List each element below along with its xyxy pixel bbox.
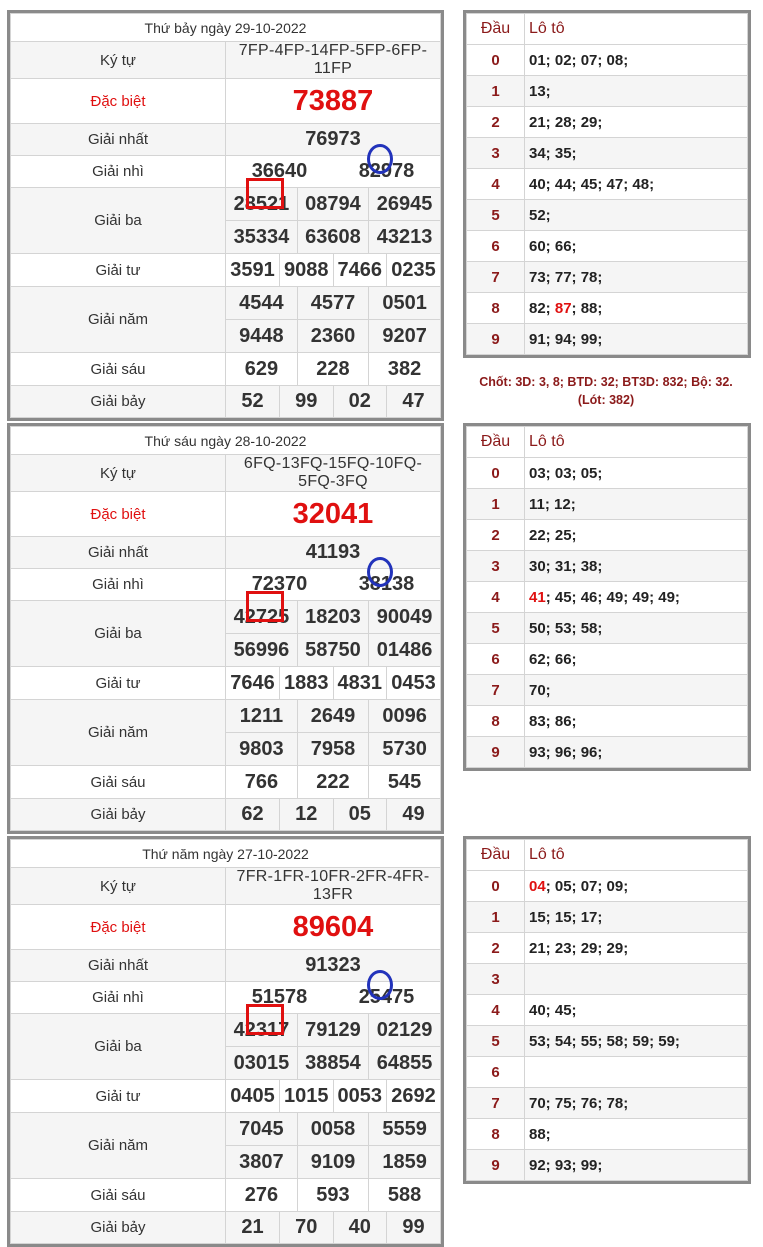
loto-values (525, 551, 748, 582)
highlight-circle (367, 557, 393, 587)
giai-nhat-label: Giải nhất (11, 950, 226, 982)
loto-values-post: 40; 44; 45; 47; 48; (529, 175, 655, 193)
dau-digit: 6 (467, 644, 525, 675)
giai-tu-label: Giải tư (11, 667, 226, 700)
giai-ba-number: 38854 (297, 1047, 368, 1079)
giai-ba-number: 02129 (369, 1014, 440, 1046)
giai-tu-number: 4831 (333, 667, 387, 699)
giai-ba-label: Giải ba (11, 188, 226, 254)
giai-nam-number: 0501 (369, 287, 440, 319)
loto-values (525, 520, 748, 551)
dau-digit: 9 (467, 737, 525, 768)
dau-digit: 3 (467, 138, 525, 169)
giai-bay-label: Giải bảy (11, 386, 226, 418)
giai-bay-number: 40 (333, 1212, 387, 1243)
giai-nam-number: 9109 (297, 1146, 368, 1178)
giai-bay-number: 99 (280, 386, 334, 417)
loto-values-post: 11; 12; (529, 495, 576, 513)
dau-header: Đầu (467, 14, 525, 45)
giai-bay-number: 21 (241, 1216, 264, 1238)
giai-sau-number: 588 (369, 1179, 440, 1211)
loto-values (525, 45, 748, 76)
giai-nam-label: Giải năm (11, 700, 226, 766)
prediction-lot: (Lót: 382) (577, 393, 635, 407)
dac-biet-label: Đặc biệt (11, 79, 226, 124)
giai-ba-number: 64855 (369, 1047, 440, 1079)
giai-bay-number: 52 (241, 390, 264, 412)
dau-digit: 8 (467, 293, 525, 324)
dau-digit: 1 (467, 902, 525, 933)
giai-bay-number: 05 (333, 799, 387, 830)
giai-tu-number: 7466 (333, 254, 387, 286)
loto-values (525, 933, 748, 964)
dau-digit: 6 (467, 231, 525, 262)
highlight-box (246, 1004, 284, 1035)
loto-table (463, 836, 751, 1184)
loto-values (525, 76, 748, 107)
giai-nhat-number: 41193 (226, 537, 441, 569)
giai-sau-number: 593 (297, 1179, 368, 1211)
giai-sau-number: 276 (244, 1183, 279, 1206)
dau-digit: 7 (467, 262, 525, 293)
dau-header: Đầu (467, 427, 525, 458)
giai-sau-label: Giải sáu (11, 766, 226, 799)
loto-values (525, 737, 748, 768)
giai-sau-number: 545 (369, 766, 440, 798)
dau-digit: 5 (467, 200, 525, 231)
giai-tu-number: 0405 (230, 1084, 275, 1107)
loto-values (525, 200, 748, 231)
giai-ba-number: 56996 (233, 638, 290, 661)
loto-values (525, 262, 748, 293)
loto-values-post: 40; 45; (529, 1001, 577, 1019)
giai-nhat-label: Giải nhất (11, 537, 226, 569)
dau-digit: 2 (467, 933, 525, 964)
loto-values-post: 62; 66; (529, 650, 577, 668)
giai-nam-number: 9207 (369, 320, 440, 352)
dau-digit: 5 (467, 1026, 525, 1057)
loto-values-post: 21; 23; 29; 29; (529, 939, 629, 957)
giai-ba-number: 26945 (369, 188, 440, 220)
giai-tu-number: 3591 (230, 258, 275, 281)
highlight-circle (367, 970, 393, 1000)
giai-nhi-number: 72370 (251, 573, 308, 595)
loto-highlight: 87 (554, 299, 572, 317)
loto-values-post: 01; 02; 07; 08; (529, 51, 629, 69)
dau-digit: 1 (467, 76, 525, 107)
dau-digit: 7 (467, 1088, 525, 1119)
loto-values (525, 644, 748, 675)
giai-nhi-label: Giải nhì (11, 982, 226, 1014)
giai-ba-number: 42725 (233, 605, 290, 628)
giai-ba-number: 08794 (297, 188, 368, 220)
giai-nhi-number: 82978 (358, 160, 415, 182)
giai-bay-number: 49 (387, 799, 441, 830)
giai-nam-number: 2360 (297, 320, 368, 352)
loto-highlight: 41 (529, 588, 546, 606)
loto-table (463, 423, 751, 771)
dau-digit: 1 (467, 489, 525, 520)
loto-values (525, 1057, 748, 1088)
loto-values-post: 93; 96; 96; (529, 743, 603, 761)
loto-values-post: 60; 66; (529, 237, 577, 255)
dau-digit: 2 (467, 520, 525, 551)
giai-sau-number: 222 (297, 766, 368, 798)
loto-values (525, 582, 748, 613)
giai-nam-number: 4577 (297, 287, 368, 319)
giai-tu-number: 1883 (280, 667, 334, 699)
loto-values-post: 30; 31; 38; (529, 557, 603, 575)
dau-digit: 7 (467, 675, 525, 706)
loto-values (525, 613, 748, 644)
loto-values-post: 92; 93; 99; (529, 1156, 603, 1174)
giai-ba-label: Giải ba (11, 601, 226, 667)
dac-biet-number: 89604 (226, 905, 441, 950)
highlight-box (246, 178, 284, 209)
giai-nam-number: 9448 (239, 324, 284, 347)
giai-bay-number: 02 (333, 386, 387, 417)
giai-nam-number: 1211 (239, 704, 284, 727)
loto-values-post: 91; 94; 99; (529, 330, 603, 348)
dau-digit: 4 (467, 582, 525, 613)
loto-values-post: 21; 28; 29; (529, 113, 603, 131)
loto-values-post: 73; 77; 78; (529, 268, 603, 286)
giai-nhi-number: 25475 (358, 986, 415, 1008)
ky-tu-label: Ký tự (11, 42, 226, 79)
dau-digit: 2 (467, 107, 525, 138)
loto-values-post: 15; 15; 17; (529, 908, 603, 926)
giai-nam-number: 0096 (369, 700, 440, 732)
dau-digit: 4 (467, 169, 525, 200)
loto-values-post: ; 88; (571, 299, 603, 317)
result-table (7, 10, 444, 421)
giai-sau-number: 382 (369, 353, 440, 385)
loto-table (463, 10, 751, 358)
giai-ba-number: 42317 (233, 1018, 290, 1041)
giai-sau-label: Giải sáu (11, 353, 226, 386)
giai-tu-number: 1015 (280, 1080, 334, 1112)
loto-values (525, 1150, 748, 1181)
giai-nhat-number: 91323 (226, 950, 441, 982)
giai-tu-number: 0235 (387, 254, 441, 286)
loto-values-post: 22; 25; (529, 526, 577, 544)
dau-digit: 8 (467, 1119, 525, 1150)
dac-biet-label: Đặc biệt (11, 905, 226, 950)
dau-header: Đầu (467, 840, 525, 871)
giai-tu-number: 7646 (230, 671, 275, 694)
giai-nam-number: 7045 (239, 1117, 284, 1140)
giai-nam-number: 5559 (369, 1113, 440, 1145)
giai-tu-number: 0053 (333, 1080, 387, 1112)
giai-nhat-number: 76973 (226, 124, 441, 156)
giai-tu-number: 9088 (280, 254, 334, 286)
draw-date-title: Thứ năm ngày 27-10-2022 (11, 840, 441, 868)
dau-digit: 4 (467, 995, 525, 1026)
dac-biet-label: Đặc biệt (11, 492, 226, 537)
loto-values-post: 83; 86; (529, 712, 577, 730)
giai-bay-number: 47 (387, 386, 441, 417)
dau-digit: 3 (467, 551, 525, 582)
loto-values (525, 1026, 748, 1057)
giai-bay-number: 70 (280, 1212, 334, 1243)
giai-nam-number: 7958 (297, 733, 368, 765)
giai-nam-number: 1859 (369, 1146, 440, 1178)
dac-biet-number: 32041 (226, 492, 441, 537)
loto-values (525, 995, 748, 1026)
loto-values (525, 902, 748, 933)
draw-date-title: Thứ sáu ngày 28-10-2022 (11, 427, 441, 455)
ky-tu-label: Ký tự (11, 868, 226, 905)
giai-tu-label: Giải tư (11, 254, 226, 287)
giai-nhi-number: 51578 (251, 986, 308, 1008)
loto-values (525, 293, 748, 324)
giai-ba-number: 79129 (297, 1014, 368, 1046)
loto-header: Lô tô (525, 427, 748, 458)
ky-tu-codes: 7FP-4FP-14FP-5FP-6FP-11FP (226, 42, 441, 79)
dau-digit: 6 (467, 1057, 525, 1088)
giai-bay-number: 99 (387, 1212, 441, 1243)
loto-values-post: 34; 35; (529, 144, 577, 162)
giai-ba-number: 43213 (369, 221, 440, 253)
giai-nam-number: 4544 (239, 291, 284, 314)
loto-values (525, 675, 748, 706)
dau-digit: 9 (467, 324, 525, 355)
giai-ba-number: 18203 (297, 601, 368, 633)
loto-values (525, 871, 748, 902)
loto-values (525, 458, 748, 489)
giai-bay-label: Giải bảy (11, 1212, 226, 1244)
loto-values-post: 50; 53; 58; (529, 619, 603, 637)
loto-values (525, 964, 748, 995)
loto-values (525, 107, 748, 138)
ky-tu-label: Ký tự (11, 455, 226, 492)
highlight-box (246, 591, 284, 622)
giai-nam-number: 2649 (297, 700, 368, 732)
loto-highlight: 04 (529, 877, 546, 895)
dau-digit: 5 (467, 613, 525, 644)
giai-nam-number: 5730 (369, 733, 440, 765)
giai-ba-number: 03015 (233, 1051, 290, 1074)
prediction-line: Chốt: 3D: 3, 8; BTD: 32; BT3D: 832; Bộ: 32. (479, 375, 733, 389)
giai-bay-number: 12 (280, 799, 334, 830)
loto-values-post: 03; 03; 05; (529, 464, 603, 482)
ky-tu-codes: 7FR-1FR-10FR-2FR-4FR-13FR (226, 868, 441, 905)
giai-nam-label: Giải năm (11, 1113, 226, 1179)
loto-header: Lô tô (525, 14, 748, 45)
dau-digit: 8 (467, 706, 525, 737)
giai-sau-number: 629 (244, 357, 279, 380)
result-table (7, 423, 444, 834)
dau-digit: 0 (467, 458, 525, 489)
loto-values (525, 489, 748, 520)
loto-values (525, 231, 748, 262)
loto-values-post: 88; (529, 1125, 551, 1143)
giai-ba-label: Giải ba (11, 1014, 226, 1080)
giai-tu-number: 2692 (387, 1080, 441, 1112)
loto-header: Lô tô (525, 840, 748, 871)
loto-values-post: 70; 75; 76; 78; (529, 1094, 629, 1112)
dau-digit: 3 (467, 964, 525, 995)
giai-sau-number: 766 (244, 770, 279, 793)
giai-bay-label: Giải bảy (11, 799, 226, 831)
loto-values (525, 1119, 748, 1150)
loto-values (525, 169, 748, 200)
giai-sau-label: Giải sáu (11, 1179, 226, 1212)
giai-ba-number: 28521 (233, 192, 290, 215)
loto-values-post: ; 05; 07; 09; (545, 877, 629, 895)
loto-values-post: ; 45; 46; 49; 49; 49; (545, 588, 680, 606)
giai-ba-number: 35334 (233, 225, 290, 248)
giai-nhat-label: Giải nhất (11, 124, 226, 156)
giai-nam-label: Giải năm (11, 287, 226, 353)
giai-nam-number: 0058 (297, 1113, 368, 1145)
giai-tu-label: Giải tư (11, 1080, 226, 1113)
giai-nhi-label: Giải nhì (11, 156, 226, 188)
giai-ba-number: 01486 (369, 634, 440, 666)
loto-values-post: 13; (529, 82, 551, 100)
dac-biet-number: 73887 (226, 79, 441, 124)
loto-values-pre: 82; (529, 299, 555, 317)
giai-nam-number: 9803 (239, 737, 284, 760)
giai-nhi-number: 36640 (251, 160, 308, 182)
giai-ba-number: 63608 (297, 221, 368, 253)
dau-digit: 0 (467, 45, 525, 76)
draw-date-title: Thứ bảy ngày 29-10-2022 (11, 14, 441, 42)
giai-nam-number: 3807 (239, 1150, 284, 1173)
loto-values-post: 70; (529, 681, 551, 699)
loto-values (525, 706, 748, 737)
giai-nhi-label: Giải nhì (11, 569, 226, 601)
ky-tu-codes: 6FQ-13FQ-15FQ-10FQ-5FQ-3FQ (226, 455, 441, 492)
giai-bay-number: 62 (241, 803, 264, 825)
prediction-note (456, 373, 756, 409)
result-table (7, 836, 444, 1247)
loto-values (525, 324, 748, 355)
giai-nhi-number: 38138 (358, 573, 415, 595)
giai-sau-number: 228 (297, 353, 368, 385)
loto-values (525, 138, 748, 169)
dau-digit: 0 (467, 871, 525, 902)
loto-values-post: 52; (529, 206, 551, 224)
loto-values (525, 1088, 748, 1119)
loto-values-post: 53; 54; 55; 58; 59; 59; (529, 1032, 680, 1050)
dau-digit: 9 (467, 1150, 525, 1181)
highlight-circle (367, 144, 393, 174)
giai-tu-number: 0453 (387, 667, 441, 699)
giai-ba-number: 90049 (369, 601, 440, 633)
giai-ba-number: 58750 (297, 634, 368, 666)
